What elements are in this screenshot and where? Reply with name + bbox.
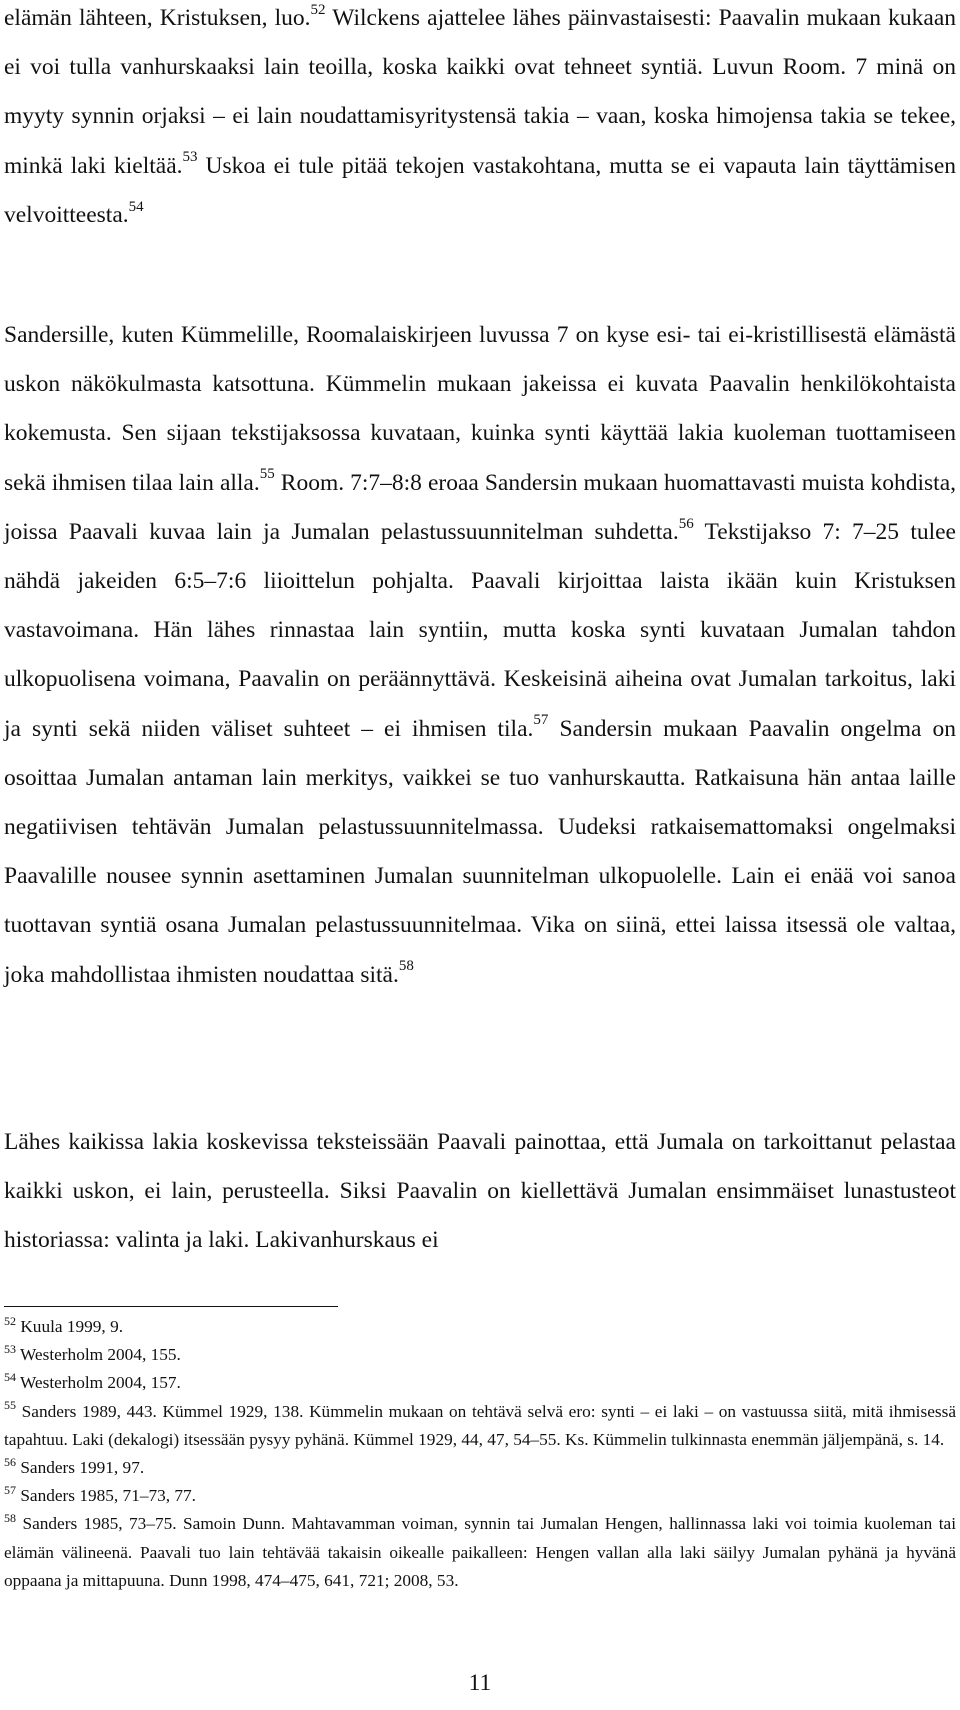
paragraph-text: Room. 7:7–8:8 eroaa Sandersin mukaan huomattavasti muista kohdista, joissa Paavali kuvaa lain ja Jumalan pelastussuunnitelman suhdetta. bbox=[4, 469, 957, 545]
footnote-55 bbox=[4, 1398, 956, 1454]
footnote-text: Westerholm 2004, 157. bbox=[16, 1373, 181, 1393]
body-paragraph-1 bbox=[4, 0, 956, 240]
paragraph-text: elämän lähteen, Kristuksen, luo. bbox=[4, 5, 311, 31]
footnote-ref-58[interactable]: 58 bbox=[398, 958, 414, 975]
paragraph-text: Wilckens ajattelee lähes päinvastaisesti: Paavalin mukaan kukaan ei voi tulla vanhurskaaksi lain teoilla, koska kaikki ovat tehneet syntiä. Luvun Room. 7 minä on myyty synnin orjaksi – ei lain noudattamisyritystensä takia – vaan, koska himojensa takia se tekee, minkä laki kieltää. bbox=[4, 5, 957, 179]
footnote-58 bbox=[4, 1510, 956, 1595]
body-paragraph-3 bbox=[4, 1118, 956, 1266]
footnote-56 bbox=[4, 1454, 956, 1482]
footnote-52 bbox=[4, 1313, 956, 1341]
footnote-text: Kuula 1999, 9. bbox=[16, 1317, 124, 1336]
paragraph-text: Sandersille, kuten Kümmelille, Roomalaiskirjeen luvussa 7 on kyse esi- tai ei-kristillisestä elämästä uskon näkökulmasta katsottuna. Kümmelin mukaan jakeissa ei kuvata Paavalin henkilökohtaista kokemusta. Sen sijaan tekstijaksossa kuvataan, kuinka synti käyttää lakia kuoleman tuottamiseen sekä ihmisen tilaa lain alla. bbox=[4, 322, 956, 496]
paragraph-text: Tekstijakso 7: 7–25 tulee nähdä jakeiden 6:5–7:6 liioittelun pohjalta. Paavali kirjoittaa laista ikään kuin Kristuksen vastavoimana. Hän lähes rinnastaa lain syntiin, mutta koska synti kuvataan Jumalan tahdon ulkopuolisena voimana, Paavalin on peräännyttävä. Keskeisinä aiheina ovat Jumalan tarkoitus, laki ja synti sekä niiden väliset suhteet – ei ihmisen tila. bbox=[4, 518, 956, 742]
footnote-text: Sanders 1985, 73–75. Samoin Dunn. Mahtavamman voiman, synnin tai Jumalan Hengen, hallinnassa laki voi toimia kuoleman tai elämän välineenä. Paavali tuo lain tehtävää takaisin oikealle paikalleen: Hengen vallan alla laki säilyy Jumalan pyhänä ja hyvänä oppaana ja mittapuuna. Dunn 1998, 474–475, 641, 721; 2008, 53. bbox=[4, 1514, 956, 1590]
footnote-ref-56[interactable]: 56 bbox=[678, 515, 694, 532]
footnote-text: Sanders 1989, 443. Kümmel 1929, 138. Kümmelin mukaan on tehtävä selvä ero: synti – ei laki – on vastuussa siitä, mitä ihmisessä tapahtuu. Laki (dekalogi) itsessään pysyy pyhänä. Kümmel 1929, 44, 47, 54–55. Ks. Kümmelin tulkinnasta enemmän jäljempänä, s. 14. bbox=[4, 1401, 956, 1449]
page-number: 11 bbox=[468, 1670, 492, 1696]
footnote-57 bbox=[4, 1482, 956, 1510]
footnote-ref-57[interactable]: 57 bbox=[533, 712, 549, 729]
paragraph-text: Sandersin mukaan Paavalin ongelma on osoittaa Jumalan antaman lain merkitys, vaikkei se tuo vanhurskautta. Ratkaisuna hän antaa laille negatiivisen tehtävän Jumalan pelastussuunnitelmassa. Uudeksi ratkaisemattomaksi ongelmaksi Paavalille nousee synnin asettaminen Jumalan suunnitelman ulkopuolelle. Lain ei enää voi sanoa tuottavan syntiä osana Jumalan pelastussuunnitelmaa. Vika on siinä, ettei laissa itsessä ole valtaa, joka mahdollistaa ihmisten noudattaa sitä. bbox=[4, 715, 956, 988]
footnotes-section bbox=[4, 1313, 956, 1595]
footnote-number: 52 bbox=[4, 1313, 16, 1328]
footnote-text: Westerholm 2004, 155. bbox=[16, 1345, 181, 1365]
footnote-number: 55 bbox=[4, 1398, 16, 1413]
footnote-ref-54[interactable]: 54 bbox=[128, 198, 144, 215]
footnote-54 bbox=[4, 1369, 956, 1397]
footnote-number: 56 bbox=[4, 1454, 16, 1469]
body-paragraph-2 bbox=[4, 311, 956, 1000]
footnote-text: Sanders 1985, 71–73, 77. bbox=[16, 1486, 197, 1506]
footnote-ref-52[interactable]: 52 bbox=[310, 1, 326, 18]
footnote-ref-53[interactable]: 53 bbox=[182, 149, 198, 166]
footnote-number: 58 bbox=[4, 1511, 16, 1526]
paragraph-text: Uskoa ei tule pitää tekojen vastakohtana, mutta se ei vapauta lain täyttämisen velvoitteesta. bbox=[4, 152, 957, 228]
footnote-text: Sanders 1991, 97. bbox=[16, 1458, 145, 1478]
footnote-number: 57 bbox=[4, 1483, 16, 1498]
footnote-53 bbox=[4, 1341, 956, 1369]
footnote-number: 54 bbox=[4, 1370, 16, 1385]
footnote-number: 53 bbox=[4, 1342, 16, 1357]
footnote-ref-55[interactable]: 55 bbox=[259, 466, 275, 483]
paragraph-text: Lähes kaikissa lakia koskevissa teksteissään Paavali painottaa, että Jumala on tarkoittanut pelastaa kaikki uskon, ei lain, perusteella. Siksi Paavalin on kiellettävä Jumalan ensimmäiset lunastusteot historiassa: valinta ja laki. Lakivanhurskaus ei bbox=[4, 1129, 956, 1254]
footnote-separator bbox=[4, 1306, 338, 1307]
